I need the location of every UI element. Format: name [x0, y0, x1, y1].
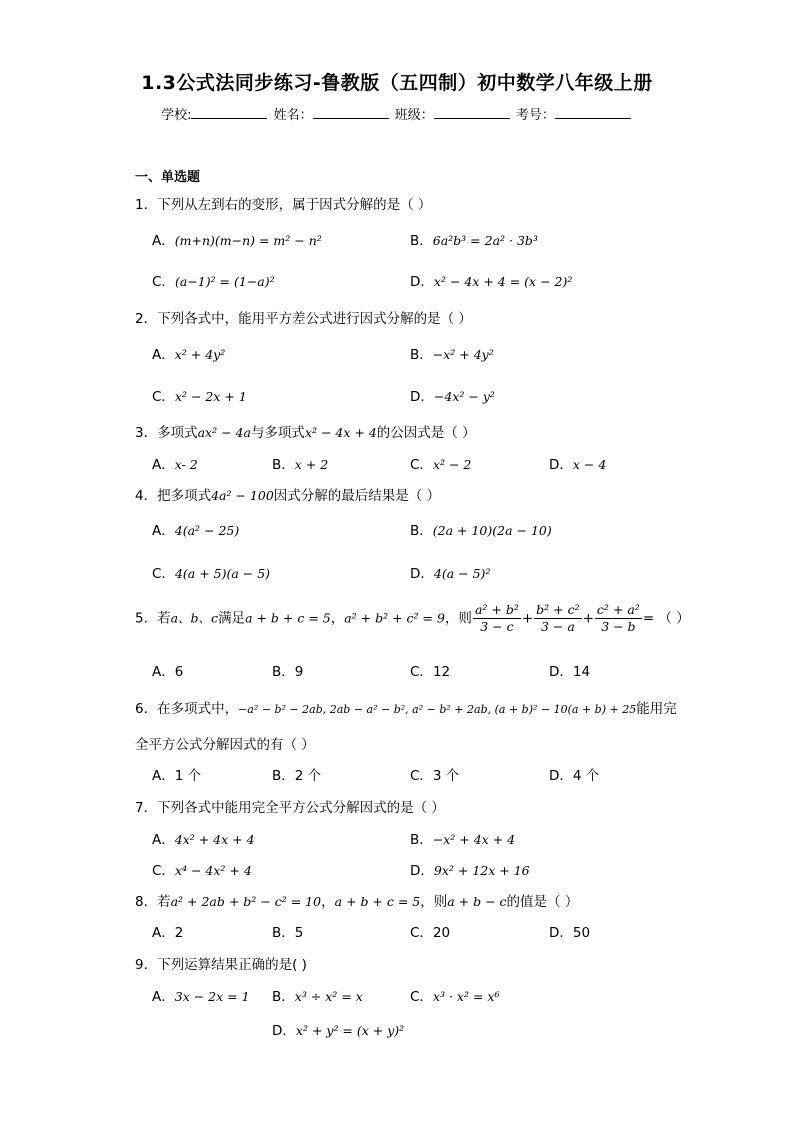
q8-option-c[interactable]: C．20	[410, 925, 451, 941]
q2-option-a-math: x² + 4y²	[174, 347, 226, 362]
q9-option-a-math: 3x − 2x = 1	[174, 989, 250, 1004]
q5-option-c[interactable]: C．12	[410, 664, 451, 680]
q1-option-c[interactable]: C．(a−1)² = (1−a)²	[152, 274, 275, 290]
q4-option-d[interactable]: D．4(a − 5)²	[410, 566, 491, 582]
q6-option-b[interactable]: B．2 个	[272, 768, 322, 784]
q1-option-c-math: (a−1)² = (1−a)²	[174, 274, 275, 289]
question-9-stem: 9．下列运算结果正确的是( )	[135, 957, 307, 973]
q1-option-b[interactable]: B．6a²b³ = 2a² · 3b³	[410, 233, 538, 249]
q4-option-a-math: 4(a² − 25)	[174, 523, 240, 538]
q1-option-d-math: x² − 4x + 4 = (x − 2)²	[433, 274, 573, 289]
page-title: 1.3公式法同步练习-鲁教版（五四制）初中数学八年级上册	[141, 72, 653, 94]
q1-option-b-math: 6a²b³ = 2a² · 3b³	[432, 233, 538, 248]
number-label: 考号：	[515, 108, 555, 123]
q6-option-a[interactable]: A．1 个	[152, 768, 202, 784]
q9-option-d-math: x² + y² = (x + y)²	[295, 1023, 405, 1038]
q6-math: −a² − b² − 2ab, 2ab − a² − b², a² − b² + 2ab, (a + b)² − 10(a + b) + 25	[238, 703, 637, 716]
q3-math-1: ax² − 4a	[197, 425, 251, 440]
question-3-stem: 3．多项式ax² − 4a与多项式x² − 4x + 4的公因式是（ ）	[135, 425, 476, 441]
section-heading: 一、单选题	[135, 170, 201, 185]
q7-option-b-math: −x² + 4x + 4	[432, 832, 516, 847]
q6-option-c[interactable]: C．3 个	[410, 768, 460, 784]
question-6-stem: 6．在多项式中，−a² − b² − 2ab, 2ab − a² − b², a² − b² + 2ab, (a + b)² − 10(a + b) + 25能用完	[135, 701, 677, 717]
q9-option-c[interactable]: C．x³ · x² = x⁶	[410, 989, 500, 1005]
q9-option-b[interactable]: B．x³ ÷ x² = x	[272, 989, 363, 1005]
question-5-stem: 5．若a、b、c满足a + b + c = 5，a² + b² + c² = 9，则 $\frac{\text{a² + b²}}{3 - c}$ + $\frac{\text{b² + c²}}{3 - a}$ + $\frac{\text{c² + a²}}{3 - b}$ = （ ）	[135, 602, 690, 634]
q4-option-b-math: (2a + 10)(2a − 10)	[432, 523, 552, 538]
q9-option-a[interactable]: A．3x − 2x = 1	[152, 989, 250, 1005]
q7-option-a-math: 4x² + 4x + 4	[174, 832, 255, 847]
question-2-stem: 2．下列各式中，能用平方差公式进行因式分解的是（ ）	[135, 311, 472, 327]
q4-option-a[interactable]: A．4(a² − 25)	[152, 523, 240, 539]
question-4-stem: 4．把多项式4a² − 100因式分解的最后结果是（ ）	[135, 488, 441, 504]
q4-option-c[interactable]: C．4(a + 5)(a − 5)	[152, 566, 271, 582]
q1-option-d[interactable]: D．x² − 4x + 4 = (x − 2)²	[410, 274, 573, 290]
q9-option-c-math: x³ · x² = x⁶	[432, 989, 500, 1004]
q1-option-a-math: (m+n)(m−n) = m² − n²	[174, 233, 322, 248]
name-label: 姓名：	[273, 108, 313, 123]
q7-option-d[interactable]: D．9x² + 12x + 16	[410, 863, 530, 879]
class-label: 班级：	[394, 108, 434, 123]
school-blank[interactable]	[191, 106, 267, 119]
q4-option-b[interactable]: B．(2a + 10)(2a − 10)	[410, 523, 552, 539]
q5-option-a[interactable]: A．6	[152, 664, 184, 680]
q3-option-d[interactable]: D．x − 4	[549, 457, 607, 473]
question-6-stem-line-2: 全平方公式分解因式的有（ ）	[135, 737, 315, 753]
q2-option-d[interactable]: D．−4x² − y²	[410, 389, 495, 405]
q2-option-a[interactable]: A．x² + 4y²	[152, 347, 226, 363]
q6-option-d[interactable]: D．4 个	[549, 768, 600, 784]
q7-option-c[interactable]: C．x⁴ − 4x² + 4	[152, 863, 252, 879]
q4-option-c-math: 4(a + 5)(a − 5)	[174, 566, 271, 581]
student-info-line	[0, 104, 794, 123]
q2-option-c[interactable]: C．x² − 2x + 1	[152, 389, 247, 405]
q3-option-a-math: x- 2	[174, 457, 198, 472]
q2-option-b-math: −x² + 4y²	[432, 347, 494, 362]
q9-option-d[interactable]: D．x² + y² = (x + y)²	[272, 1023, 405, 1039]
q8-option-d[interactable]: D．50	[549, 925, 591, 941]
q3-math-2: x² − 4x + 4	[304, 425, 377, 440]
q1-option-a[interactable]: A．(m+n)(m−n) = m² − n²	[152, 233, 322, 249]
question-7-stem: 7．下列各式中能用完全平方公式分解因式的是（ ）	[135, 800, 445, 816]
q7-option-a[interactable]: A．4x² + 4x + 4	[152, 832, 255, 848]
q3-option-d-math: x − 4	[572, 457, 607, 472]
q7-option-b[interactable]: B．−x² + 4x + 4	[410, 832, 516, 848]
school-label: 学校:	[161, 108, 192, 123]
number-blank[interactable]	[555, 106, 631, 119]
q3-option-b-math: x + 2	[294, 457, 329, 472]
q9-option-b-math: x³ ÷ x² = x	[294, 989, 363, 1004]
q5-fraction-3: $\frac{\text{c² + a²}}{3 - b}$	[596, 602, 640, 634]
question-8-stem: 8．若a² + 2ab + b² − c² = 10，a + b + c = 5，则a + b − c的值是（ ）	[135, 894, 579, 910]
q5-option-b[interactable]: B．9	[272, 664, 304, 680]
q4-option-d-math: 4(a − 5)²	[433, 566, 491, 581]
q2-option-d-math: −4x² − y²	[433, 389, 495, 404]
name-blank[interactable]	[313, 106, 389, 119]
q2-option-c-math: x² − 2x + 1	[174, 389, 247, 404]
question-1-stem: 1．下列从左到右的变形，属于因式分解的是（ ）	[135, 197, 432, 213]
q7-option-c-math: x⁴ − 4x² + 4	[174, 863, 252, 878]
q3-option-a[interactable]: A．x- 2	[152, 457, 198, 473]
class-blank[interactable]	[434, 106, 510, 119]
q8-option-b[interactable]: B．5	[272, 925, 304, 941]
q3-option-c[interactable]: C．x² − 2	[410, 457, 472, 473]
q5-fraction-2: $\frac{\text{b² + c²}}{3 - a}$	[536, 602, 580, 634]
q4-math: 4a² − 100	[211, 488, 274, 503]
q5-fraction-1: $\frac{\text{a² + b²}}{3 - c}$	[474, 602, 519, 634]
q3-option-c-math: x² − 2	[432, 457, 472, 472]
q5-option-d[interactable]: D．14	[549, 664, 591, 680]
q3-option-b[interactable]: B．x + 2	[272, 457, 329, 473]
q7-option-d-math: 9x² + 12x + 16	[433, 863, 530, 878]
q2-option-b[interactable]: B．−x² + 4y²	[410, 347, 494, 363]
q8-option-a[interactable]: A．2	[152, 925, 184, 941]
